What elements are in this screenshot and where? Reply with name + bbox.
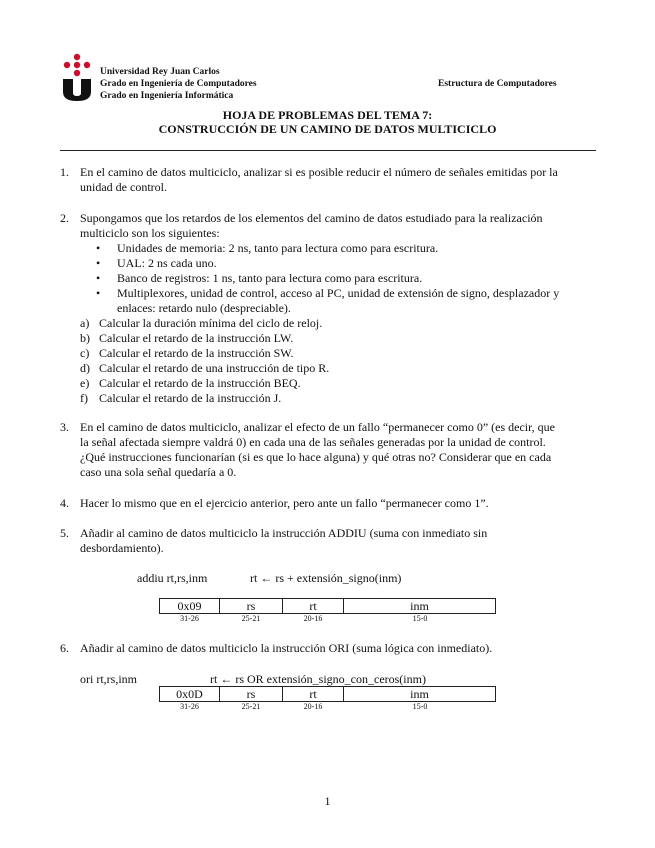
problem-2-bullets: [117, 241, 596, 316]
problem-1-text: En el camino de datos multiciclo, analizar si es posible reducir el número de señales emitidas por la unidad de control.: [80, 165, 558, 194]
addiu-syntax: addiu rt,rs,inm: [137, 571, 208, 585]
list-item: • Unidades de memoria: 2 ns, tanto para lectura como para escritura.: [117, 241, 596, 256]
addiu-format-table: [159, 598, 496, 614]
page-title-line-1: HOJA DE PROBLEMAS DEL TEMA 7:: [222, 108, 433, 122]
bit-range: 15-0: [412, 614, 428, 623]
bit-range: 20-16: [303, 702, 323, 711]
problem-6-number: 6.: [60, 641, 69, 655]
problem-2-subitems: a) Calcular la duración mínima del ciclo de reloj. b) Calcular el retardo de la instrucción LW. c) Calcular el retardo de la instrucción SW. d) Calcular el retardo de una instrucción de tipo R. e) Calcular el retardo de la instrucción BEQ. f) Calcular el retardo de la instrucción J.: [80, 316, 330, 405]
subitem-b: Calcular el retardo de la instrucción LW.: [99, 331, 294, 345]
field-rt: rt: [283, 687, 344, 702]
list-item-continuation: enlaces: retardo nulo (despreciable).: [117, 301, 291, 315]
title-divider: [60, 150, 596, 151]
ori-syntax: ori rt,rs,inm: [80, 672, 137, 686]
problem-6-text: Añadir al camino de datos multiciclo la instrucción ORI (suma lógica con inmediato).: [80, 641, 493, 655]
list-item: • Multiplexores, unidad de control, acceso al PC, unidad de extensión de signo, desplazador y: [117, 286, 596, 301]
problem-5-text: Añadir al camino de datos multiciclo la instrucción ADDIU (suma con inmediato sin desbordamiento).: [80, 526, 488, 555]
subitem-c: Calcular el retardo de la instrucción SW.: [99, 346, 294, 360]
course-name: Estructura de Computadores: [438, 79, 557, 89]
problem-3-text: En el camino de datos multiciclo, analizar el efecto de un fallo “permanecer como 0” (es decir, que la señal afectada siempre valdrá 0) en cada una de las señales generadas por la unidad de control. ¿Qué instrucciones funcionarían (si es que lo hace alguna) y qué otras no? Considerar que en cada caso una sola señal quedaría a 0.: [80, 420, 555, 479]
bit-range: 31-26: [180, 702, 199, 711]
university-logo: [61, 52, 93, 102]
field-inm: inm: [344, 599, 496, 614]
field-opcode: 0x09: [160, 599, 220, 614]
problem-4-text: Hacer lo mismo que en el ejercicio anterior, pero ante un fallo “permanecer como 1”.: [80, 496, 489, 510]
problem-2-text: Supongamos que los retardos de los elementos del camino de datos estudiado para la realización multiciclo son los siguientes:: [80, 211, 543, 240]
degree-line-1: Grado en Ingeniería de Computadores: [100, 79, 257, 89]
subitem-d: Calcular el retardo de una instrucción de tipo R.: [99, 361, 330, 375]
subitem-f: Calcular el retardo de la instrucción J.: [99, 391, 282, 405]
university-name: Universidad Rey Juan Carlos: [100, 67, 220, 77]
problem-2-number: 2.: [60, 211, 69, 225]
field-rt: rt: [283, 599, 344, 614]
field-inm: inm: [344, 687, 496, 702]
bit-range: 15-0: [412, 702, 428, 711]
problem-1-number: 1.: [60, 165, 69, 179]
bit-range: 31-26: [180, 614, 199, 623]
field-rs: rs: [220, 599, 283, 614]
ori-semantics: rt ← rs OR extensión_signo_con_ceros(inm): [210, 672, 426, 686]
problem-3-number: 3.: [60, 420, 69, 434]
problem-5-number: 5.: [60, 526, 69, 540]
problem-4-number: 4.: [60, 496, 69, 510]
addiu-semantics: rt ← rs + extensión_signo(inm): [250, 571, 402, 585]
field-opcode: 0x0D: [160, 687, 220, 702]
bit-range: 25-21: [241, 702, 261, 711]
bit-range: 20-16: [303, 614, 323, 623]
ori-format-table: [159, 686, 496, 702]
bit-range: 25-21: [241, 614, 261, 623]
subitem-a: Calcular la duración mínima del ciclo de reloj.: [99, 316, 323, 330]
page-title-line-2: CONSTRUCCIÓN DE UN CAMINO DE DATOS MULTICICLO: [158, 122, 497, 136]
list-item: • UAL: 2 ns cada uno.: [117, 256, 596, 271]
list-item: • Banco de registros: 1 ns, tanto para lectura como para escritura.: [117, 271, 596, 286]
degree-line-2: Grado en Ingeniería Informática: [100, 91, 234, 101]
subitem-e: Calcular el retardo de la instrucción BEQ.: [99, 376, 301, 390]
field-rs: rs: [220, 687, 283, 702]
page-number: 1: [324, 794, 331, 808]
